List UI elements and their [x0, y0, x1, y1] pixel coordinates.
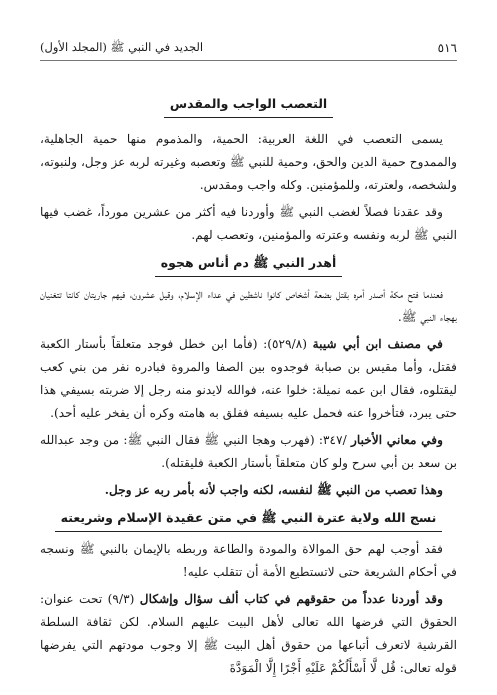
citation-text: (٥٢٩/٨): (فأما ابن خطل فوجد متعلقاً بأستار الكعبة فقتل، وأما مقيس بن صبابة فوجدوه بين الصفا والمروة فبادره نفر من بني كعب ليقتلوه، فقال ابن عمه نميلة: خلوا عنه، فوالله لايدنو منه رجل إلا ضربته بسيفي هذا حتى يبرد، فتأخروا عنه فحمل عليه بسيفه ففلق به هامته وكره أن يفخر عليه أحد). [40, 337, 457, 420]
section-heading: أهدر النبي ﷺ دم أناس هجوه [40, 251, 457, 277]
paragraph [40, 333, 457, 425]
citation-lead: في مصنف ابن أبي شيبة [312, 337, 443, 351]
section-heading: التعصب الواجب والمقدس [40, 92, 457, 118]
citation-lead: وفي معاني الأخبار [351, 433, 443, 447]
page-number: ٥١٦ [437, 41, 457, 55]
paragraph: فعندما فتح مكة أصدر أمره بقتل بضعة أشخاص كانوا ناشطين في عداء الإسلام، وقيل عشرون، فيهم جاريتان كانتا تتغنيان بهجاء النبي ﷺ. [40, 287, 457, 324]
paragraph: فقد أوجب لهم حق الموالاة والمودة والطاعة وربطه بالإيمان بالنبي ﷺ ونسجه في أحكام الشريعة حتى لاتستطيع الأمة أن تتقلب عليه! [40, 542, 457, 579]
paragraph [40, 479, 457, 502]
citation-lead: وقد أوردنا عدداً من حقوقهم في كتاب ألف سؤال وإشكال [139, 592, 443, 606]
section-heading: نسج الله ولاية عترة النبي ﷺ في متن عقيدة الإسلام وشريعته [40, 506, 457, 532]
book-title: الجديد في النبي ﷺ (المجلد الأول) [40, 39, 204, 54]
citation-text: (٩/٣) تحت عنوان: الحقوق التي فرضها الله تعالى لأهل البيت عليهم السلام. لكن ثقافة السلطة القرشية لاتعرف أتباعها من حقوق أهل البيت ﷺ إلا وجوب مودتهم التي يفرضها قوله تعالى: قُل لَّا أَسْأَلُكُمْ عَلَيْهِ أَجْرًا إِلَّا الْمَوَدَّةَ [40, 592, 457, 675]
header-rule [40, 60, 457, 61]
paragraph: يسمى التعصب في اللغة العربية: الحمية، والمذموم منها حمية الجاهلية، والممدوح حمية الدين والحق، وحمية للنبي ﷺ وتعصبه وغيرته لربه عز وجل، ولنبوته، ولشخصه، ولعترته، وللمؤمنين. وكله واجب ومقدس. [40, 132, 457, 192]
emphasis-statement: وهذا تعصب من النبي ﷺ لنفسه، لكنه واجب لأنه بأمر ربه عز وجل. [104, 483, 443, 497]
paragraph [40, 588, 457, 680]
page-body [40, 92, 457, 684]
running-header [40, 38, 457, 58]
paragraph [40, 429, 457, 475]
citation-text: /٣٤٧: (فهرب وهجا النبي ﷺ فقال النبي ﷺ: من وجد عبدالله بن سعد بن أبي سرح ولو كان متعلقاً بأستار الكعبة فليقتله). [40, 433, 457, 470]
paragraph: وقد عقدنا فصلاً لغضب النبي ﷺ وأوردنا فيه أكثر من عشرين مورداً، غضب فيها النبي ﷺ لربه ونفسه وعترته والمؤمنين، وتعصب لهم. [40, 205, 457, 242]
